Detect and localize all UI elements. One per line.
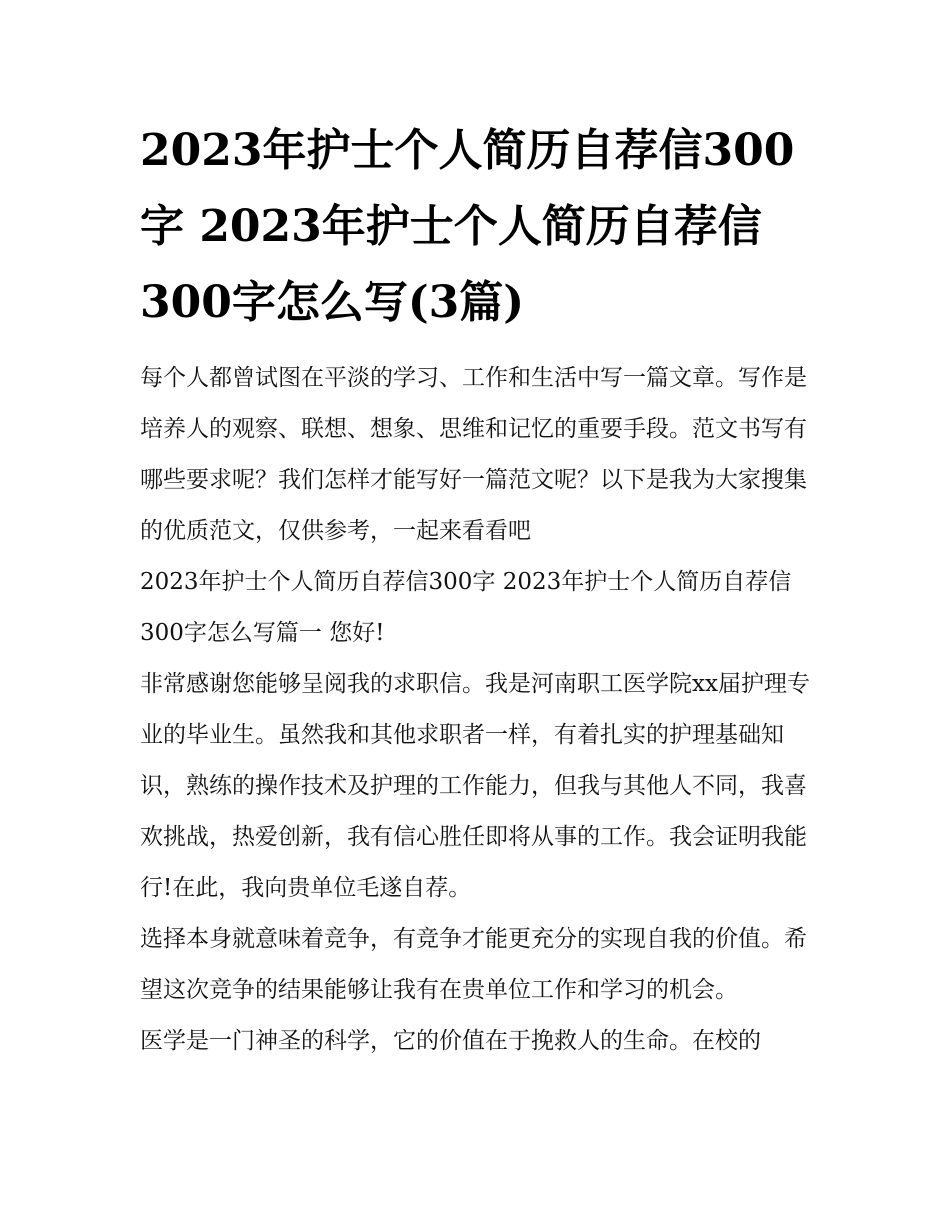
intro-paragraph: 每个人都曾试图在平淡的学习、工作和生活中写一篇文章。写作是培养人的观察、联想、想象、思维和记忆的重要手段。范文书写有哪些要求呢？我们怎样才能写好一篇范文呢？以下是我为大家搜集的优质范文，仅供参考，一起来看看吧 <box>140 365 807 544</box>
section-heading-paragraph: 2023年护士个人简历自荐信300字 2023年护士个人简历自荐信300字怎么写篇一 您好! <box>140 569 792 646</box>
body-paragraph: 非常感谢您能够呈阅我的求职信。我是河南职工医学院xx届护理专业的毕业生。虽然我和其他求职者一样，有着扎实的护理基础知识，熟练的操作技术及护理的工作能力，但我与其他人不同，我喜欢挑战，热爱创新，我有信心胜任即将从事的工作。我会证明我能行!在此，我向贵单位毛遂自荐。 <box>140 671 810 901</box>
document-title: 2023年护士个人简历自荐信300字 2023年护士个人简历自荐信300字怎么写(3篇) <box>140 125 795 328</box>
body-paragraph: 选择本身就意味着竞争，有竞争才能更充分的实现自我的价值。希望这次竞争的结果能够让我有在贵单位工作和学习的机会。 <box>140 926 807 1003</box>
body-paragraph: 医学是一门神圣的科学，它的价值在于挽救人的生命。在校的 <box>140 1028 761 1054</box>
document-body <box>140 353 820 1067</box>
